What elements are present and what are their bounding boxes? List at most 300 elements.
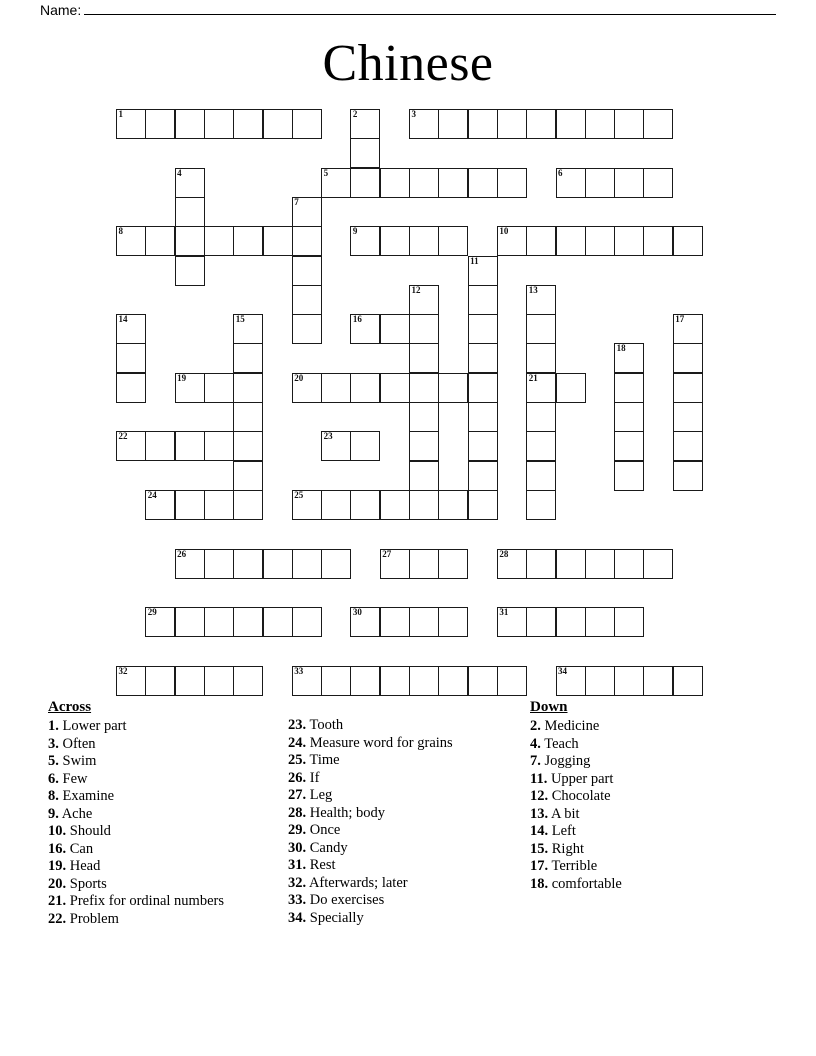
clue-text: comfortable	[548, 875, 622, 892]
grid-cell[interactable]	[468, 314, 498, 344]
grid-cell-number: 15	[235, 314, 245, 325]
grid-cell[interactable]	[438, 373, 468, 403]
clue-text: Time	[306, 752, 340, 768]
grid-cell-number: 7	[294, 196, 299, 207]
across-clue-6	[48, 771, 263, 789]
grid-cell[interactable]	[526, 314, 556, 344]
clue-text: Lower part	[58, 718, 127, 734]
grid-cell[interactable]	[204, 373, 234, 403]
grid-cell[interactable]	[145, 109, 175, 139]
grid-cell[interactable]	[556, 666, 586, 696]
grid-cell[interactable]	[409, 431, 439, 461]
grid-cell[interactable]	[292, 197, 322, 227]
grid-cell[interactable]	[233, 402, 263, 432]
grid-cell[interactable]	[380, 226, 410, 256]
grid-cell[interactable]	[556, 607, 586, 637]
across-clue-23	[288, 717, 523, 735]
clues-column-down	[530, 698, 760, 893]
grid-cell[interactable]	[350, 373, 380, 403]
grid-cell[interactable]	[321, 431, 351, 461]
grid-cell[interactable]	[175, 666, 205, 696]
grid-cell[interactable]	[673, 402, 703, 432]
grid-cell[interactable]	[409, 109, 439, 139]
grid-cell[interactable]	[409, 549, 439, 579]
clue-text: Once	[306, 822, 341, 838]
grid-cell[interactable]	[438, 168, 468, 198]
clue-number: 28.	[288, 804, 307, 821]
grid-cell[interactable]	[468, 402, 498, 432]
grid-cell[interactable]	[438, 226, 468, 256]
grid-cell[interactable]	[614, 226, 644, 256]
grid-cell[interactable]	[204, 431, 234, 461]
grid-cell-number: 28	[499, 548, 509, 559]
grid-cell[interactable]	[497, 549, 527, 579]
grid-cell[interactable]	[409, 607, 439, 637]
grid-cell[interactable]	[175, 431, 205, 461]
grid-cell[interactable]	[233, 666, 263, 696]
clue-text: Problem	[66, 910, 119, 927]
grid-cell[interactable]	[468, 109, 498, 139]
down-clue-7	[530, 753, 760, 771]
grid-cell[interactable]	[526, 549, 556, 579]
grid-cell[interactable]	[438, 490, 468, 520]
grid-cell[interactable]	[409, 314, 439, 344]
grid-cell[interactable]	[292, 256, 322, 286]
clue-number: 4.	[530, 735, 541, 752]
grid-cell[interactable]	[497, 666, 527, 696]
grid-cell[interactable]	[585, 607, 615, 637]
grid-cell[interactable]	[673, 461, 703, 491]
grid-cell[interactable]	[409, 402, 439, 432]
grid-cell[interactable]	[145, 226, 175, 256]
down-clue-17	[530, 858, 760, 876]
grid-cell[interactable]	[292, 109, 322, 139]
clue-text: Can	[66, 840, 94, 857]
grid-cell[interactable]	[233, 373, 263, 403]
clue-number: 32.	[288, 874, 307, 891]
grid-cell[interactable]	[614, 549, 644, 579]
grid-cell[interactable]	[585, 226, 615, 256]
grid-cell-number: 10	[499, 226, 509, 237]
grid-cell[interactable]	[233, 226, 263, 256]
grid-cell-number: 6	[558, 167, 563, 178]
clue-number: 29.	[288, 822, 307, 838]
clue-number: 22.	[48, 910, 67, 927]
clue-number: 13.	[530, 805, 549, 822]
grid-cell[interactable]	[438, 109, 468, 139]
grid-cell[interactable]	[350, 490, 380, 520]
grid-cell[interactable]	[643, 549, 673, 579]
grid-cell[interactable]	[292, 607, 322, 637]
grid-cell[interactable]	[526, 373, 556, 403]
grid-cell[interactable]	[468, 666, 498, 696]
grid-cell[interactable]	[233, 461, 263, 491]
grid-cell[interactable]	[526, 285, 556, 315]
across-clue-list-part1	[48, 718, 263, 928]
grid-cell[interactable]	[233, 314, 263, 344]
grid-cell[interactable]	[438, 549, 468, 579]
across-clue-24	[288, 735, 523, 753]
grid-cell[interactable]	[526, 490, 556, 520]
clue-number: 34.	[288, 909, 307, 926]
clue-number: 16.	[48, 840, 67, 857]
grid-cell[interactable]	[321, 666, 351, 696]
grid-cell[interactable]	[409, 343, 439, 373]
grid-cell[interactable]	[614, 666, 644, 696]
grid-cell[interactable]	[673, 226, 703, 256]
grid-cell[interactable]	[145, 490, 175, 520]
clue-text: Jogging	[540, 753, 591, 769]
grid-cell-number: 18	[616, 343, 626, 354]
grid-cell-number: 9	[352, 226, 358, 237]
grid-cell-number: 24	[147, 489, 157, 500]
grid-cell[interactable]	[116, 373, 146, 403]
grid-cell[interactable]	[526, 109, 556, 139]
grid-cell[interactable]	[292, 490, 322, 520]
grid-cell[interactable]	[233, 549, 263, 579]
grid-cell[interactable]	[409, 373, 439, 403]
grid-cell[interactable]	[380, 314, 410, 344]
grid-cell[interactable]	[673, 314, 703, 344]
grid-cell[interactable]	[614, 402, 644, 432]
across-clue-1	[48, 718, 263, 736]
clue-number: 26.	[288, 769, 307, 786]
clue-number: 9.	[48, 805, 59, 822]
grid-cell-number: 23	[323, 431, 333, 442]
clue-text: Chocolate	[548, 788, 611, 804]
clue-text: Few	[58, 770, 88, 787]
grid-cell[interactable]	[614, 343, 644, 373]
grid-cell[interactable]	[350, 138, 380, 168]
across-clue-9	[48, 806, 263, 824]
across-clue-34	[288, 910, 523, 928]
clue-number: 30.	[288, 839, 307, 856]
column-top-spacer	[288, 698, 523, 717]
grid-cell[interactable]	[204, 607, 234, 637]
grid-cell[interactable]	[175, 226, 205, 256]
clue-text: Sports	[66, 875, 107, 892]
down-clue-18	[530, 876, 760, 894]
clue-number: 2.	[530, 718, 541, 734]
clue-text: A bit	[548, 805, 580, 822]
page-title: Chinese	[322, 35, 494, 92]
grid-cell[interactable]	[292, 666, 322, 696]
grid-cell[interactable]	[204, 666, 234, 696]
down-clue-15	[530, 841, 760, 859]
clue-text: Prefix for ordinal numbers	[66, 893, 224, 909]
clue-number: 25.	[288, 752, 307, 768]
grid-cell-number: 31	[499, 607, 509, 618]
clue-number: 14.	[530, 823, 549, 839]
down-clue-4	[530, 736, 760, 754]
grid-cell[interactable]	[468, 168, 498, 198]
clue-number: 17.	[530, 858, 549, 874]
grid-cell[interactable]	[204, 490, 234, 520]
grid-cell[interactable]	[468, 461, 498, 491]
grid-cell[interactable]	[497, 168, 527, 198]
clues-column-across-continued	[288, 698, 523, 927]
grid-cell[interactable]	[497, 607, 527, 637]
grid-cell[interactable]	[614, 373, 644, 403]
clue-text: Tooth	[306, 717, 344, 733]
grid-cell[interactable]	[556, 109, 586, 139]
grid-cell[interactable]	[380, 607, 410, 637]
clue-number: 18.	[530, 875, 549, 892]
grid-cell[interactable]	[585, 168, 615, 198]
clue-text: If	[306, 769, 320, 786]
grid-cell[interactable]	[116, 226, 146, 256]
grid-cell[interactable]	[614, 461, 644, 491]
grid-cell[interactable]	[292, 285, 322, 315]
clue-number: 19.	[48, 858, 67, 874]
clues-section	[40, 698, 780, 998]
grid-cell-number: 17	[675, 314, 685, 325]
clue-text: Ache	[58, 805, 93, 822]
grid-cell[interactable]	[468, 256, 498, 286]
grid-cell[interactable]	[526, 402, 556, 432]
clue-number: 10.	[48, 823, 67, 839]
clue-text: Right	[548, 840, 584, 857]
clue-number: 11.	[530, 770, 548, 787]
grid-cell[interactable]	[468, 431, 498, 461]
clue-text: Afterwards; later	[306, 874, 408, 891]
clue-text: Left	[548, 823, 576, 839]
grid-cell[interactable]	[292, 226, 322, 256]
grid-cell-number: 26	[177, 548, 187, 559]
grid-cell[interactable]	[321, 168, 351, 198]
grid-cell[interactable]	[233, 490, 263, 520]
clue-text: Rest	[306, 857, 336, 873]
grid-cell[interactable]	[438, 607, 468, 637]
grid-cell-number: 8	[118, 226, 123, 237]
grid-cell-number: 1	[118, 109, 123, 119]
grid-cell-number: 3	[411, 109, 416, 119]
grid-cell[interactable]	[175, 197, 205, 227]
grid-cell[interactable]	[468, 373, 498, 403]
across-clue-5	[48, 753, 263, 771]
clue-text: Often	[58, 735, 96, 752]
across-clue-list-part2	[288, 717, 523, 927]
across-heading: Across	[48, 699, 92, 715]
grid-cell[interactable]	[292, 549, 322, 579]
grid-cell[interactable]	[116, 666, 146, 696]
grid-cell[interactable]	[468, 343, 498, 373]
grid-cell[interactable]	[350, 168, 380, 198]
grid-cell[interactable]	[673, 431, 703, 461]
grid-cell[interactable]	[263, 607, 293, 637]
clue-text: Upper part	[547, 770, 614, 787]
grid-cell[interactable]	[350, 431, 380, 461]
grid-cell-number: 11	[470, 255, 479, 266]
grid-cell[interactable]	[380, 490, 410, 520]
clue-text: Head	[66, 858, 101, 874]
grid-cell[interactable]	[468, 490, 498, 520]
grid-cell[interactable]	[292, 314, 322, 344]
grid-cell[interactable]	[233, 431, 263, 461]
grid-cell[interactable]	[526, 431, 556, 461]
grid-cell[interactable]	[145, 431, 175, 461]
across-clue-31	[288, 857, 523, 875]
grid-cell[interactable]	[673, 373, 703, 403]
down-heading: Down	[530, 699, 568, 715]
across-clue-20	[48, 876, 263, 894]
grid-cell[interactable]	[175, 490, 205, 520]
clue-number: 23.	[288, 717, 307, 733]
grid-cell[interactable]	[614, 109, 644, 139]
grid-cell[interactable]	[145, 607, 175, 637]
grid-cell[interactable]	[263, 549, 293, 579]
grid-cell[interactable]	[145, 666, 175, 696]
grid-cell[interactable]	[175, 168, 205, 198]
grid-cell[interactable]	[350, 226, 380, 256]
across-clue-30	[288, 840, 523, 858]
across-clue-26	[288, 770, 523, 788]
grid-cell[interactable]	[380, 549, 410, 579]
grid-cell[interactable]	[526, 607, 556, 637]
clue-text: Teach	[540, 735, 579, 752]
grid-cell[interactable]	[233, 607, 263, 637]
grid-cell[interactable]	[673, 666, 703, 696]
clue-text: Medicine	[540, 718, 600, 734]
grid-cell[interactable]	[204, 109, 234, 139]
grid-cell-number: 4	[177, 167, 182, 178]
across-clue-8	[48, 788, 263, 806]
grid-cell[interactable]	[350, 109, 380, 139]
grid-cell-number: 20	[294, 372, 304, 383]
clue-text: Candy	[306, 839, 348, 856]
grid-cell[interactable]	[526, 343, 556, 373]
down-clue-11	[530, 771, 760, 789]
grid-cell[interactable]	[116, 343, 146, 373]
clue-number: 20.	[48, 875, 67, 892]
grid-cell[interactable]	[643, 168, 673, 198]
grid-cell[interactable]	[409, 461, 439, 491]
grid-cell-number: 13	[528, 284, 538, 295]
grid-cell-number: 21	[528, 372, 538, 383]
grid-cell[interactable]	[204, 226, 234, 256]
grid-cell[interactable]	[380, 373, 410, 403]
grid-cell[interactable]	[643, 109, 673, 139]
clue-number: 7.	[530, 753, 541, 769]
grid-cell[interactable]	[116, 431, 146, 461]
grid-cell[interactable]	[468, 285, 498, 315]
grid-cell[interactable]	[614, 431, 644, 461]
grid-cell-number: 27	[382, 548, 392, 559]
grid-cell[interactable]	[526, 226, 556, 256]
clue-number: 6.	[48, 770, 59, 787]
grid-cell[interactable]	[350, 666, 380, 696]
down-clue-2	[530, 718, 760, 736]
grid-cell[interactable]	[643, 226, 673, 256]
grid-cell[interactable]	[116, 314, 146, 344]
grid-cell[interactable]	[233, 109, 263, 139]
grid-cell[interactable]	[321, 373, 351, 403]
grid-cell[interactable]	[175, 256, 205, 286]
grid-cell-number: 16	[352, 314, 362, 325]
grid-cell[interactable]	[263, 226, 293, 256]
grid-cell[interactable]	[116, 109, 146, 139]
grid-cell[interactable]	[526, 461, 556, 491]
grid-cell[interactable]	[380, 666, 410, 696]
grid-cell[interactable]	[350, 607, 380, 637]
grid-cell[interactable]	[556, 168, 586, 198]
grid-cell[interactable]	[409, 490, 439, 520]
grid-cell-number: 25	[294, 489, 304, 500]
across-clue-33	[288, 892, 523, 910]
clue-number: 21.	[48, 893, 67, 909]
grid-cell[interactable]	[643, 666, 673, 696]
clue-number: 3.	[48, 735, 59, 752]
grid-cell[interactable]	[350, 314, 380, 344]
down-clue-14	[530, 823, 760, 841]
clue-text: Do exercises	[306, 892, 385, 908]
name-label: Name:	[40, 2, 82, 18]
grid-cell[interactable]	[175, 373, 205, 403]
clues-column-across	[48, 698, 263, 928]
clue-text: Swim	[58, 753, 97, 769]
across-clue-10	[48, 823, 263, 841]
down-clue-list	[530, 718, 760, 893]
grid-cell-number: 34	[558, 665, 567, 676]
grid-cell-number: 29	[147, 607, 157, 618]
down-clue-12	[530, 788, 760, 806]
grid-cell[interactable]	[614, 168, 644, 198]
grid-cell[interactable]	[556, 373, 586, 403]
grid-cell[interactable]	[673, 343, 703, 373]
grid-cell-number: 2	[352, 109, 358, 119]
grid-cell-number: 19	[177, 372, 187, 383]
clue-number: 27.	[288, 787, 307, 803]
grid-cell[interactable]	[380, 168, 410, 198]
across-clue-27	[288, 787, 523, 805]
grid-cell[interactable]	[585, 666, 615, 696]
clue-number: 12.	[530, 788, 549, 804]
across-clue-25	[288, 752, 523, 770]
grid-cell-number: 33	[294, 665, 304, 676]
grid-cell[interactable]	[409, 168, 439, 198]
clue-number: 33.	[288, 892, 307, 908]
grid-cell[interactable]	[175, 549, 205, 579]
grid-cell-number: 22	[118, 431, 128, 442]
clue-number: 31.	[288, 857, 307, 873]
clue-text: Terrible	[548, 858, 598, 874]
grid-cell[interactable]	[321, 549, 351, 579]
grid-cell[interactable]	[321, 490, 351, 520]
across-clue-32	[288, 875, 523, 893]
grid-cell[interactable]	[497, 226, 527, 256]
grid-cell[interactable]	[585, 109, 615, 139]
grid-cell[interactable]	[409, 285, 439, 315]
grid-cell[interactable]	[263, 109, 293, 139]
grid-cell[interactable]	[556, 549, 586, 579]
clue-number: 15.	[530, 840, 549, 857]
grid-cell[interactable]	[204, 549, 234, 579]
grid-cell[interactable]	[497, 109, 527, 139]
across-clue-3	[48, 736, 263, 754]
grid-cell[interactable]	[292, 373, 322, 403]
grid-cell[interactable]	[233, 343, 263, 373]
grid-cell[interactable]	[438, 666, 468, 696]
grid-cell[interactable]	[409, 666, 439, 696]
grid-cell[interactable]	[614, 607, 644, 637]
grid-cell[interactable]	[409, 226, 439, 256]
down-clue-13	[530, 806, 760, 824]
grid-cell[interactable]	[175, 109, 205, 139]
grid-cell[interactable]	[585, 549, 615, 579]
grid-cell[interactable]	[175, 607, 205, 637]
grid-cell[interactable]	[556, 226, 586, 256]
across-clue-16	[48, 841, 263, 859]
